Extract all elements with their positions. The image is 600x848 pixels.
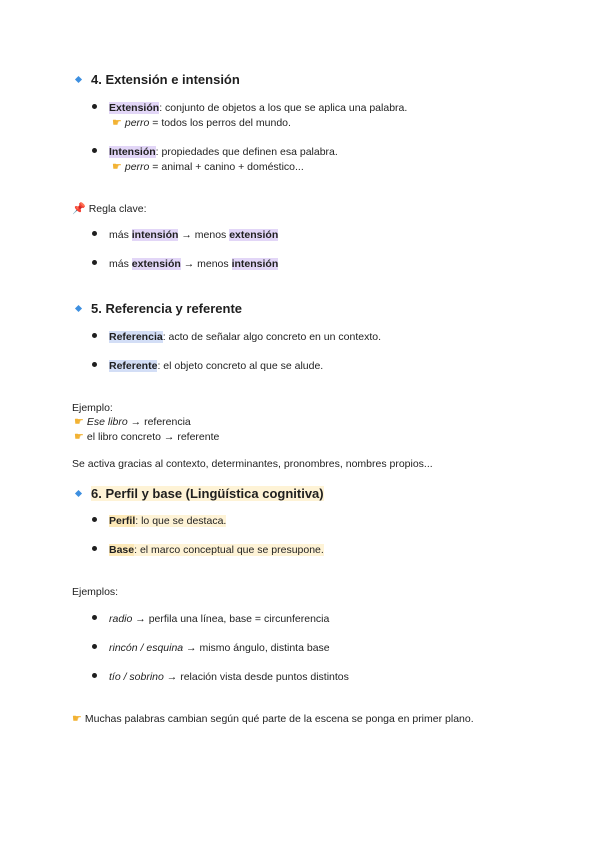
pointing-hand-icon: ☛ xyxy=(112,161,122,173)
list-item-rule-1 xyxy=(92,228,278,242)
example-text: = todos los perros del mundo. xyxy=(149,117,291,129)
pointing-hand-icon: ☛ xyxy=(72,713,82,725)
bullet-icon xyxy=(92,260,97,265)
term-base: Base xyxy=(109,544,135,556)
bullet-icon xyxy=(92,615,97,620)
rule-label: Regla clave: xyxy=(88,203,147,215)
examples-label: Ejemplos: xyxy=(72,586,119,598)
context-note: Se activa gracias al contexto, determinantes, pronombres, nombres propios... xyxy=(72,458,433,470)
rule-term: intensión xyxy=(131,229,179,241)
pointing-hand-icon: ☛ xyxy=(112,117,122,129)
definition-intension: : propiedades que definen esa palabra. xyxy=(155,146,338,158)
pointing-hand-icon: ☛ xyxy=(74,431,84,443)
bullet-icon xyxy=(92,546,97,551)
list-item-base xyxy=(92,543,324,557)
rule-term: extensión xyxy=(131,258,181,270)
example-label: Ejemplo: xyxy=(72,402,113,414)
list-item-referente xyxy=(92,359,323,373)
example-italic: radio xyxy=(109,613,133,625)
closing-text: Muchas palabras cambian según qué parte de la escena se ponga en primer plano. xyxy=(84,713,474,725)
rule-term: intensión xyxy=(231,258,279,270)
section-4-title: 4. Extensión e intensión xyxy=(91,72,240,87)
blue-diamond-icon xyxy=(75,76,82,83)
example-text: → perfila una línea, base = circunferencia xyxy=(132,613,330,625)
section-5-heading xyxy=(76,301,242,317)
example-text: el libro concreto → referente xyxy=(86,431,220,443)
section-6-heading xyxy=(76,486,324,502)
list-item-referencia xyxy=(92,330,381,344)
example-intension xyxy=(112,160,304,174)
list-item-extension xyxy=(92,101,407,115)
section-4-heading xyxy=(76,72,240,88)
example-italic: Ese libro xyxy=(86,416,128,428)
rule-text: más xyxy=(109,258,132,270)
pointing-hand-icon: ☛ xyxy=(74,416,84,428)
closing-note xyxy=(72,712,474,726)
example-italic: tío / sobrino xyxy=(109,671,164,683)
rule-text: más xyxy=(109,229,132,241)
bullet-icon xyxy=(92,673,97,678)
definition-referente: : el objeto concreto al que se alude. xyxy=(157,360,324,372)
term-perfil: Perfil xyxy=(109,515,136,527)
example-text: → relación vista desde puntos distintos xyxy=(163,671,349,683)
bullet-icon xyxy=(92,148,97,153)
rule-text: → menos xyxy=(178,229,230,241)
list-item-example-2 xyxy=(92,641,330,655)
list-item-intension xyxy=(92,145,338,159)
term-referencia: Referencia xyxy=(109,331,163,343)
definition-extension: : conjunto de objetos a los que se aplica una palabra. xyxy=(159,102,408,114)
rule-label-line xyxy=(72,202,146,216)
example-text: → referencia xyxy=(127,416,191,428)
section-5-title: 5. Referencia y referente xyxy=(91,301,243,316)
blue-diamond-icon xyxy=(75,305,82,312)
example-extension xyxy=(112,116,291,130)
bullet-icon xyxy=(92,231,97,236)
example-line-1 xyxy=(74,415,191,429)
term-intension: Intensión xyxy=(109,146,156,158)
example-word: perro xyxy=(124,117,150,129)
term-extension: Extensión xyxy=(109,102,160,114)
bullet-icon xyxy=(92,333,97,338)
rule-term: extensión xyxy=(229,229,279,241)
list-item-example-1 xyxy=(92,612,329,626)
example-line-2 xyxy=(74,430,219,444)
bullet-icon xyxy=(92,362,97,367)
example-text: = animal + canino + doméstico... xyxy=(149,161,304,173)
bullet-icon xyxy=(92,644,97,649)
definition-perfil: : lo que se destaca. xyxy=(135,515,227,527)
pushpin-icon: 📌 xyxy=(72,203,86,215)
section-6-title: 6. Perfil y base (Lingüística cognitiva) xyxy=(91,486,324,501)
list-item-perfil xyxy=(92,514,226,528)
definition-referencia: : acto de señalar algo concreto en un contexto. xyxy=(162,331,382,343)
bullet-icon xyxy=(92,517,97,522)
rule-text: → menos xyxy=(180,258,232,270)
example-word: perro xyxy=(124,161,150,173)
definition-base: : el marco conceptual que se presupone. xyxy=(134,544,324,556)
bullet-icon xyxy=(92,104,97,109)
term-referente: Referente xyxy=(109,360,158,372)
list-item-example-3 xyxy=(92,670,349,684)
example-text: → mismo ángulo, distinta base xyxy=(183,642,330,654)
list-item-rule-2 xyxy=(92,257,278,271)
example-italic: rincón / esquina xyxy=(109,642,184,654)
blue-diamond-icon xyxy=(75,490,82,497)
